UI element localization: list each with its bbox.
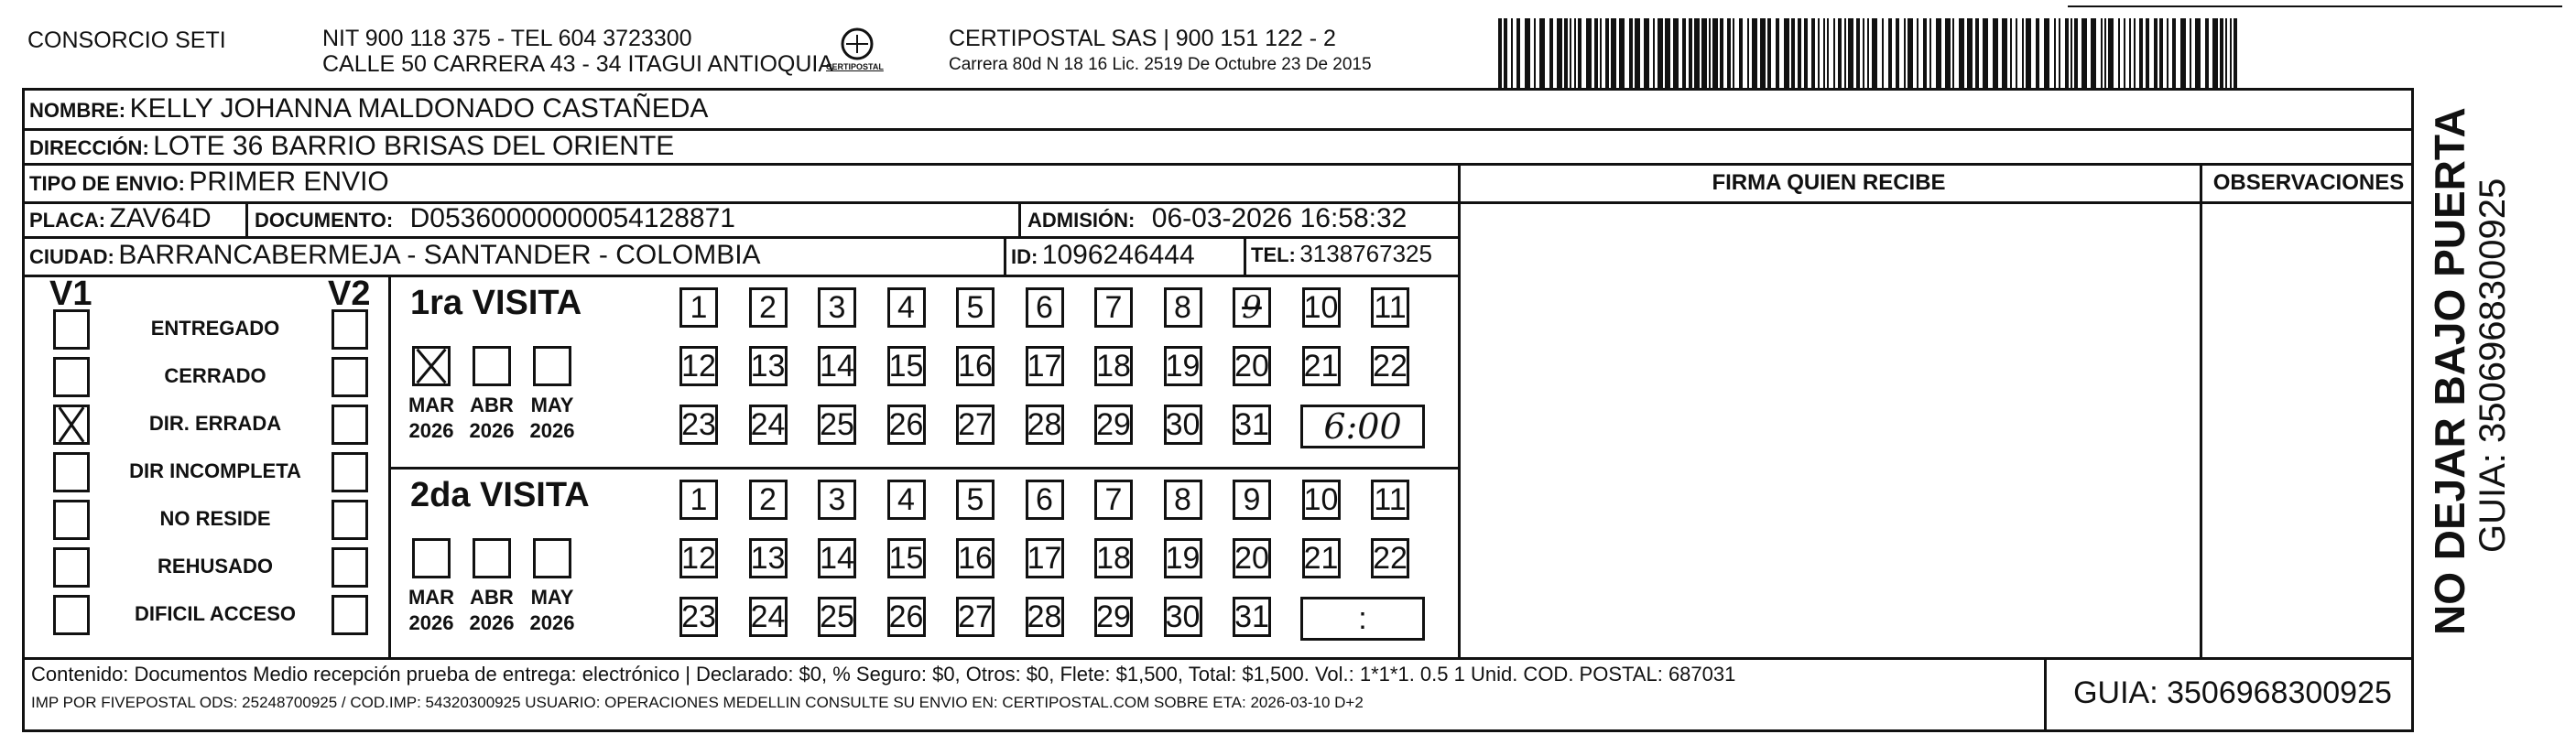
visit-month-label: ABR: [470, 586, 514, 609]
visit-day-box[interactable]: 3: [818, 480, 856, 520]
barcode-bar: [1863, 18, 1864, 88]
barcode-bar: [2044, 18, 2049, 88]
visit-day-box[interactable]: 28: [1026, 405, 1064, 445]
visit-day-box[interactable]: 21: [1302, 346, 1341, 386]
id-label: ID:: [1011, 245, 1038, 268]
barcode-bar: [1709, 18, 1711, 88]
visit-day-box[interactable]: 8: [1164, 287, 1202, 328]
side-guia: GUIA: 3506968300925: [2473, 178, 2513, 553]
documento-label: DOCUMENTO:: [255, 209, 394, 232]
visit-day-box[interactable]: 23: [679, 405, 718, 445]
barcode-bar: [1644, 18, 1649, 88]
footer-guia: GUIA: 3506968300925: [2073, 675, 2392, 710]
visit-day-box[interactable]: 19: [1164, 538, 1202, 578]
barcode-bar: [1701, 18, 1707, 88]
visit-day-box[interactable]: 30: [1164, 597, 1202, 637]
barcode-bar: [1516, 18, 1520, 88]
barcode-bar: [1872, 18, 1877, 88]
barcode-bar: [1904, 18, 1906, 88]
barcode-bar: [2059, 18, 2060, 88]
barcode-bar: [1611, 18, 1616, 88]
visit-day-box[interactable]: 7: [1094, 287, 1133, 328]
documento-row: [255, 203, 735, 234]
visit-day-box[interactable]: 6: [1026, 287, 1064, 328]
barcode-bar: [1534, 18, 1536, 88]
barcode-bar: [2002, 18, 2007, 88]
address-line: CALLE 50 CARRERA 43 - 34 ITAGUI ANTIOQUIA: [322, 51, 834, 77]
visit-day-box[interactable]: 17: [1026, 346, 1064, 386]
barcode-bar: [1619, 18, 1625, 88]
barcode-bar: [1936, 18, 1941, 88]
barcode-bar: [1760, 18, 1766, 88]
barcode-bar: [2022, 18, 2024, 88]
visit-day-box[interactable]: 9: [1233, 287, 1271, 328]
visit-day-box[interactable]: 17: [1026, 538, 1064, 578]
visit-year-label: 2026: [529, 611, 575, 634]
status-label: DIFICIL ACCESO: [134, 602, 296, 625]
visit-day-box[interactable]: 31: [1233, 405, 1271, 445]
row-line: [22, 275, 1458, 277]
barcode-bar: [1811, 18, 1815, 88]
barcode-bar: [1917, 18, 1918, 88]
barcode-bar: [2146, 18, 2149, 88]
v2-header: V2: [328, 275, 371, 313]
visit-day-box[interactable]: 20: [1233, 538, 1271, 578]
barcode-bar: [1967, 18, 1973, 88]
barcode-bar: [1929, 18, 1931, 88]
barcode-bar: [1694, 18, 1700, 88]
visit-day-box[interactable]: 1: [679, 287, 718, 328]
visit-month-label: MAR: [408, 586, 455, 609]
visit-day-box[interactable]: 24: [749, 405, 788, 445]
col-line: [1004, 236, 1006, 275]
visit-day-box[interactable]: 27: [956, 597, 995, 637]
visit-day-box[interactable]: 10: [1302, 287, 1341, 328]
visit-month-checkbox[interactable]: [473, 346, 511, 386]
row-line: [22, 657, 2414, 660]
ciudad-value: BARRANCABERMEJA - SANTANDER - COLOMBIA: [118, 240, 761, 270]
direccion-value: LOTE 36 BARRIO BRISAS DEL ORIENTE: [153, 131, 675, 161]
barcode-bar: [1983, 18, 1988, 88]
col-line: [2044, 657, 2047, 732]
barcode-bar: [1600, 18, 1602, 88]
tipo-value: PRIMER ENVIO: [189, 167, 389, 197]
nit-line: NIT 900 118 375 - TEL 604 3723300: [322, 26, 692, 51]
visit-day-box[interactable]: 15: [887, 346, 926, 386]
visit-day-box[interactable]: 12: [679, 538, 718, 578]
visit-day-box[interactable]: 12: [679, 346, 718, 386]
visit-day-box[interactable]: 26: [887, 405, 926, 445]
barcode-bar: [2154, 18, 2158, 88]
id-value: 1096246444: [1041, 240, 1195, 270]
license-line: Carrera 80d N 18 16 Lic. 2519 De Octubre 23 De 2015: [949, 55, 1372, 74]
visit-year-label: 2026: [408, 611, 454, 634]
barcode-bar: [1923, 18, 1927, 88]
visit-day-box[interactable]: 5: [956, 480, 995, 520]
status-v1-checkbox[interactable]: [53, 500, 90, 540]
status-v1-checkbox[interactable]: [53, 547, 90, 588]
visit-day-box[interactable]: 31: [1233, 597, 1271, 637]
col-line: [1458, 163, 1461, 657]
direccion-row: [29, 131, 674, 162]
row-line: [388, 467, 1458, 470]
barcode-bar: [2124, 18, 2125, 88]
barcode-bar: [1539, 18, 1545, 88]
col-line: [1244, 236, 1246, 275]
id-row: [1011, 240, 1195, 271]
visit-time-box[interactable]: :: [1300, 597, 1425, 641]
barcode-bar: [1727, 18, 1731, 88]
barcode-bar: [2225, 18, 2227, 88]
observaciones-header: OBSERVACIONES: [2212, 170, 2405, 195]
barcode-bar: [2065, 18, 2069, 88]
barcode-bar: [2234, 18, 2237, 88]
contenido-text: Contenido: Documentos Medio recepción prueba de entrega: electrónico | Declarado: $0, % Seguro: $0, Otros: $0, Flete: $1,500, Total: $1,500. Vol.: 1*1*1. 0.5 1 Unid. COD. POSTAL: 687031: [31, 663, 1736, 686]
nombre-value: KELLY JOHANNA MALDONADO CASTAÑEDA: [129, 93, 709, 124]
col-line: [245, 201, 248, 236]
barcode-bar: [1823, 18, 1825, 88]
barcode-bar: [1586, 18, 1592, 88]
barcode-bar: [2026, 18, 2031, 88]
visit-day-box[interactable]: 11: [1371, 287, 1409, 328]
visit-day-box[interactable]: 27: [956, 405, 995, 445]
barcode-bar: [1739, 18, 1743, 88]
barcode-bar: [1767, 18, 1771, 88]
barcode-bar: [1578, 18, 1581, 88]
visit-day-box[interactable]: 2: [749, 287, 788, 328]
visit-day-box[interactable]: 22: [1371, 538, 1409, 578]
nombre-label: NOMBRE:: [29, 99, 126, 122]
barcode-bar: [1908, 18, 1913, 88]
barcode-bar: [1818, 18, 1820, 88]
barcode-bar: [1888, 18, 1892, 88]
visit-month-label: MAY: [530, 394, 574, 416]
visit-day-box[interactable]: 1: [679, 480, 718, 520]
barcode-bar: [1635, 18, 1640, 88]
barcode: [1498, 18, 2240, 88]
status-label: DIR. ERRADA: [148, 412, 282, 435]
barcode-bar: [1733, 18, 1734, 88]
logo-text: CERTIPOSTAL: [826, 62, 884, 71]
visit-day-box[interactable]: 11: [1371, 480, 1409, 520]
barcode-bar: [2104, 18, 2106, 88]
barcode-bar: [1784, 18, 1789, 88]
status-label: NO RESIDE: [159, 507, 271, 530]
barcode-bar: [1804, 18, 1808, 88]
visit-month-label: ABR: [470, 394, 514, 416]
status-label: REHUSADO: [158, 555, 273, 578]
barcode-bar: [1682, 18, 1686, 88]
barcode-bar: [2230, 18, 2232, 88]
barcode-bar: [2010, 18, 2012, 88]
visit-day-box[interactable]: 4: [887, 287, 926, 328]
barcode-bar: [1838, 18, 1842, 88]
visit-day-box[interactable]: 14: [818, 538, 856, 578]
status-v1-checkbox[interactable]: [53, 405, 90, 445]
barcode-bar: [1525, 18, 1530, 88]
visit-day-box[interactable]: 2: [749, 480, 788, 520]
barcode-bar: [1605, 18, 1609, 88]
barcode-bar: [1752, 18, 1757, 88]
barcode-bar: [2139, 18, 2143, 88]
visit-month-checkbox[interactable]: [473, 538, 511, 578]
status-label: DIR INCOMPLETA: [129, 459, 301, 482]
visit-month-checkbox[interactable]: [412, 538, 451, 578]
row-line: [1458, 201, 2414, 204]
visit-day-box[interactable]: 8: [1164, 480, 1202, 520]
barcode-bar: [1720, 18, 1723, 88]
barcode-bar: [2190, 18, 2191, 88]
status-v1-checkbox[interactable]: [53, 357, 90, 397]
admision-value: 06-03-2026 16:58:32: [1151, 203, 1408, 233]
barcode-bar: [1791, 18, 1795, 88]
barcode-bar: [1975, 18, 1979, 88]
barcode-bar: [1747, 18, 1749, 88]
status-v1-checkbox[interactable]: [53, 309, 90, 350]
barcode-bar: [1653, 18, 1655, 88]
ciudad-label: CIUDAD:: [29, 245, 114, 268]
visit-day-box[interactable]: 28: [1026, 597, 1064, 637]
status-v2-checkbox[interactable]: [332, 595, 368, 635]
firma-header: FIRMA QUIEN RECIBE: [1712, 170, 1946, 195]
barcode-bar: [1712, 18, 1718, 88]
barcode-bar: [1594, 18, 1598, 88]
barcode-bar: [2081, 18, 2087, 88]
company-name: CONSORCIO SETI: [27, 27, 226, 53]
visit-day-box[interactable]: 29: [1094, 405, 1133, 445]
status-v2-checkbox[interactable]: [332, 500, 368, 540]
visit-day-box[interactable]: 15: [887, 538, 926, 578]
barcode-bar: [1844, 18, 1846, 88]
status-v1-checkbox[interactable]: [53, 452, 90, 492]
imp-text: IMP POR FIVEPOSTAL ODS: 25248700925 / COD.IMP: 54320300925 USUARIO: OPERACIONES MEDELLIN CONSULTE SU ENVIO EN: CERTIPOSTAL.COM SOBRE ETA: 2026-03-10 D+2: [31, 694, 1364, 711]
placa-row: [29, 203, 212, 234]
barcode-bar: [2101, 18, 2103, 88]
barcode-bar: [2054, 18, 2056, 88]
barcode-bar: [1504, 18, 1507, 88]
visit-day-box[interactable]: 29: [1094, 597, 1133, 637]
barcode-bar: [1827, 18, 1829, 88]
barcode-bar: [2016, 18, 2017, 88]
visit-year-label: 2026: [529, 419, 575, 442]
barcode-bar: [1993, 18, 1998, 88]
barcode-bar: [1867, 18, 1869, 88]
certipostal-line: CERTIPOSTAL SAS | 900 151 122 - 2: [949, 26, 1336, 51]
tipo-label: TIPO DE ENVIO:: [29, 172, 185, 195]
barcode-bar: [1776, 18, 1779, 88]
visit-day-box[interactable]: 18: [1094, 346, 1133, 386]
visit-day-box[interactable]: 9: [1233, 480, 1271, 520]
admision-row: [1027, 203, 1407, 234]
barcode-bar: [2134, 18, 2136, 88]
visit-day-box[interactable]: 7: [1094, 480, 1133, 520]
barcode-bar: [1658, 18, 1663, 88]
barcode-bar: [2172, 18, 2176, 88]
visit-day-box[interactable]: 4: [887, 480, 926, 520]
barcode-bar: [2108, 18, 2114, 88]
visit-day-box[interactable]: 10: [1302, 480, 1341, 520]
visit-year-label: 2026: [469, 611, 515, 634]
status-v2-checkbox[interactable]: [332, 547, 368, 588]
barcode-bar: [2091, 18, 2096, 88]
visit-day-box[interactable]: 6: [1026, 480, 1064, 520]
barcode-bar: [1945, 18, 1951, 88]
barcode-bar: [1574, 18, 1576, 88]
nombre-row: [29, 93, 708, 124]
visit-year-label: 2026: [408, 419, 454, 442]
tel-value: 3138767325: [1299, 240, 1432, 267]
barcode-bar: [1952, 18, 1954, 88]
visit-month-label: MAY: [530, 586, 574, 609]
barcode-bar: [1673, 18, 1679, 88]
visit-day-box[interactable]: 21: [1302, 538, 1341, 578]
ciudad-row: [29, 240, 761, 271]
barcode-bar: [1959, 18, 1964, 88]
visit-day-box[interactable]: 5: [956, 287, 995, 328]
visit-day-box[interactable]: 16: [956, 346, 995, 386]
visit-day-box[interactable]: 14: [818, 346, 856, 386]
status-label: CERRADO: [164, 364, 266, 387]
barcode-bar: [2195, 18, 2201, 88]
certipostal-logo: [826, 24, 885, 79]
barcode-bar: [1848, 18, 1853, 88]
visit-day-box[interactable]: 20: [1233, 346, 1271, 386]
visit-time-box[interactable]: 6:00: [1300, 405, 1425, 448]
barcode-bar: [2118, 18, 2120, 88]
barcode-bar: [1511, 18, 1513, 88]
visit-year-label: 2026: [469, 419, 515, 442]
visit-day-box[interactable]: 22: [1371, 346, 1409, 386]
visit-title: 1ra VISITA: [410, 284, 582, 322]
barcode-bar: [1689, 18, 1692, 88]
visit-day-box[interactable]: 18: [1094, 538, 1133, 578]
col-line: [1018, 201, 1021, 236]
visit-day-box[interactable]: 19: [1164, 346, 1202, 386]
barcode-bar: [1798, 18, 1801, 88]
visit-day-box[interactable]: 24: [749, 597, 788, 637]
top-right-rule: [2068, 5, 2562, 7]
visit-day-box[interactable]: 3: [818, 287, 856, 328]
barcode-bar: [2071, 18, 2072, 88]
barcode-bar: [2205, 18, 2209, 88]
status-v2-checkbox[interactable]: [332, 405, 368, 445]
barcode-bar: [1856, 18, 1860, 88]
row-line: [22, 163, 2414, 166]
barcode-bar: [1882, 18, 1884, 88]
barcode-bar: [2212, 18, 2218, 88]
documento-value: D05360000000054128871: [409, 203, 735, 233]
barcode-bar: [1549, 18, 1553, 88]
status-v2-checkbox[interactable]: [332, 452, 368, 492]
visit-day-box[interactable]: 30: [1164, 405, 1202, 445]
admision-label: ADMISIÓN:: [1027, 209, 1136, 232]
visit-day-box[interactable]: 25: [818, 597, 856, 637]
barcode-bar: [1665, 18, 1670, 88]
side-warning: NO DEJAR BAJO PUERTA: [2426, 107, 2473, 635]
barcode-bar: [1833, 18, 1835, 88]
barcode-bar: [2220, 18, 2223, 88]
visit-title: 2da VISITA: [410, 476, 590, 514]
status-v2-checkbox[interactable]: [332, 357, 368, 397]
tel-label: TEL:: [1251, 243, 1296, 266]
barcode-bar: [1564, 18, 1568, 88]
visit-day-box[interactable]: 13: [749, 346, 788, 386]
barcode-bar: [2159, 18, 2163, 88]
visit-day-box[interactable]: 26: [887, 597, 926, 637]
visit-day-box[interactable]: 25: [818, 405, 856, 445]
barcode-bar: [1629, 18, 1633, 88]
status-v2-checkbox[interactable]: [332, 309, 368, 350]
barcode-bar: [2167, 18, 2168, 88]
barcode-bar: [2036, 18, 2039, 88]
col-line: [2200, 163, 2202, 657]
barcode-bar: [1570, 18, 1571, 88]
direccion-label: DIRECCIÓN:: [29, 136, 149, 159]
v1-header: V1: [49, 275, 92, 313]
visit-day-box[interactable]: 23: [679, 597, 718, 637]
visit-month-checkbox[interactable]: [533, 538, 571, 578]
status-v1-checkbox[interactable]: [53, 595, 90, 635]
placa-value: ZAV64D: [109, 203, 212, 233]
barcode-bar: [2074, 18, 2078, 88]
barcode-bar: [2129, 18, 2131, 88]
barcode-bar: [2180, 18, 2186, 88]
tel-row: [1251, 240, 1432, 268]
visit-month-checkbox[interactable]: [533, 346, 571, 386]
tipo-row: [29, 167, 389, 198]
barcode-bar: [1896, 18, 1899, 88]
row-line: [22, 236, 1458, 239]
visit-day-box[interactable]: 16: [956, 538, 995, 578]
barcode-bar: [1498, 18, 1502, 88]
status-label: ENTREGADO: [150, 317, 280, 340]
visit-day-box[interactable]: 13: [749, 538, 788, 578]
visit-month-checkbox[interactable]: [412, 346, 451, 386]
barcode-bar: [1557, 18, 1562, 88]
placa-label: PLACA:: [29, 209, 106, 232]
col-line: [388, 275, 391, 657]
visit-month-label: MAR: [408, 394, 455, 416]
